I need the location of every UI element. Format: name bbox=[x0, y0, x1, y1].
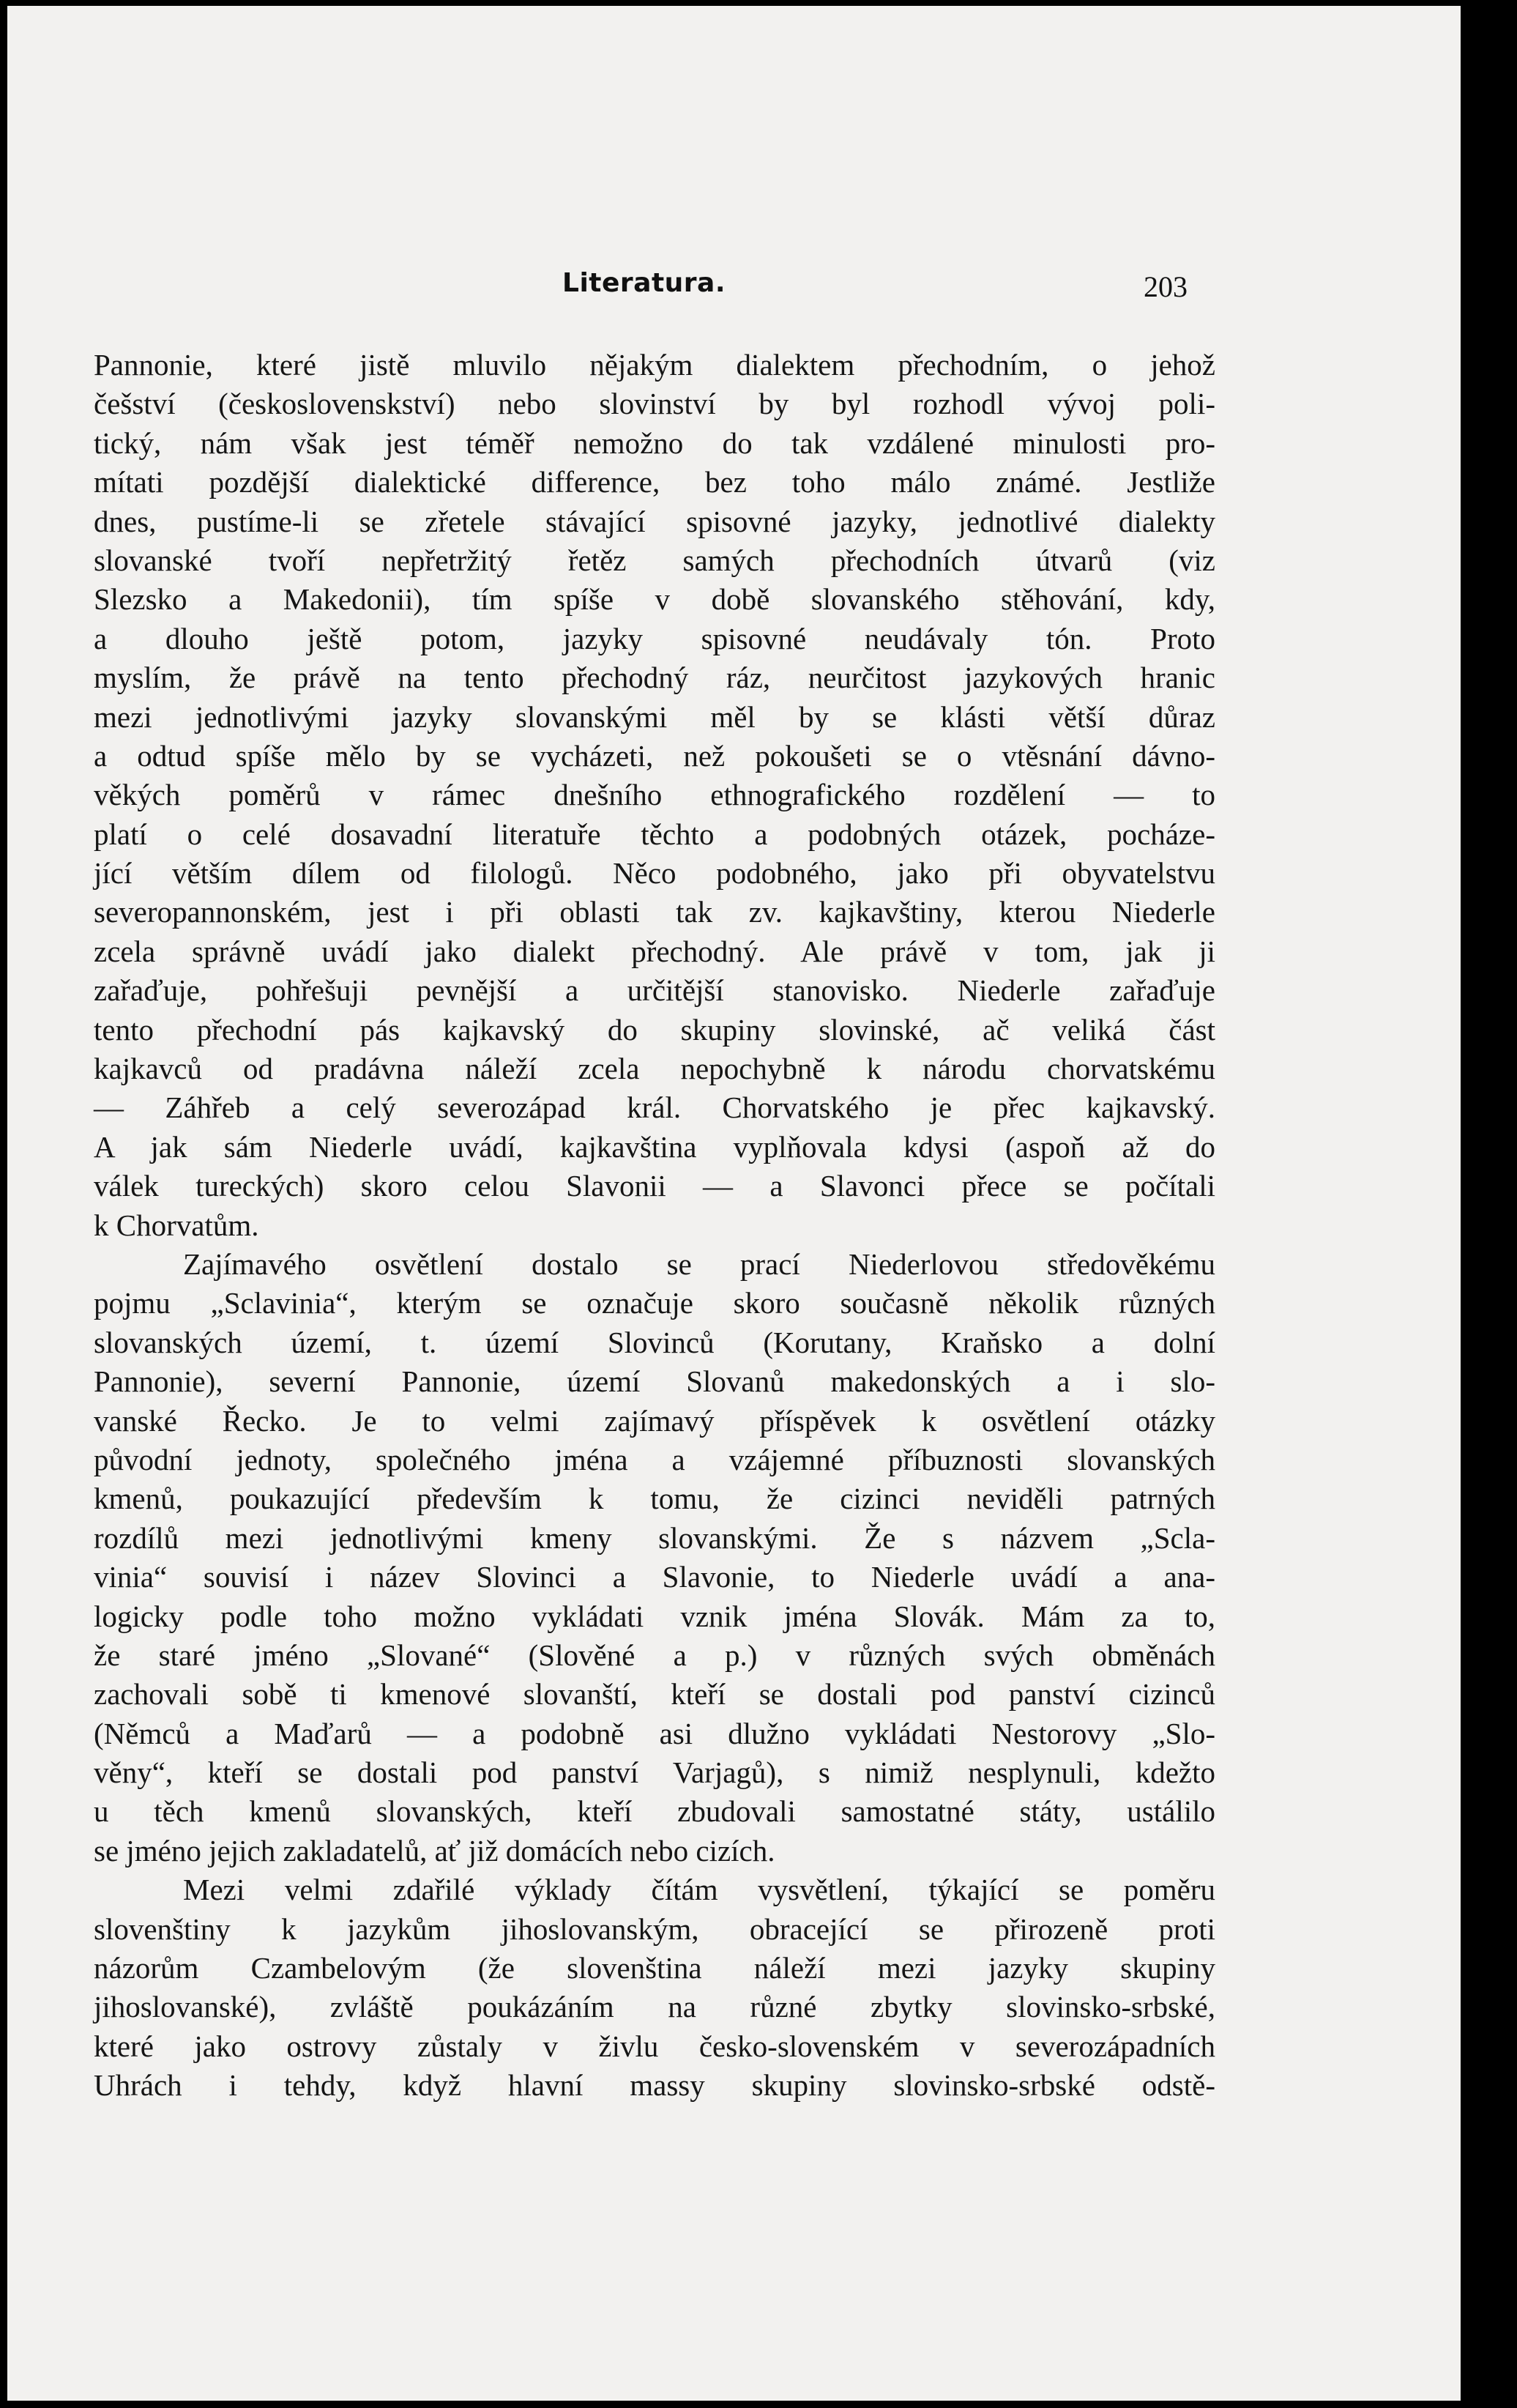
text-line: slovanské tvoří nepřetržitý řetěz samých přechodních útvarů (viz bbox=[94, 543, 1215, 577]
text-line: mítati pozdější dialektické difference, bez toho málo známé. Jestliže bbox=[94, 465, 1215, 499]
text-line: názorům Czambelovým (že slovenština náleží mezi jazyky skupiny bbox=[94, 1951, 1215, 1985]
text-line: vanské Řecko. Je to velmi zajímavý příspěvek k osvětlení otázky bbox=[94, 1403, 1215, 1438]
text-line: kajkavců od pradávna náleží zcela nepochybně k národu chorvatskému bbox=[94, 1052, 1215, 1086]
text-line: původní jednoty, společného jména a vzájemné příbuznosti slovanských bbox=[94, 1442, 1215, 1476]
text-line: a odtud spíše mělo by se vycházeti, než pokoušeti se o vtěsnání dávno- bbox=[94, 738, 1215, 773]
text-line: věny“, kteří se dostali pod panství Varjagů), s nimiž nesplynuli, kdežto bbox=[94, 1755, 1215, 1790]
text-line: severopannonském, jest i při oblasti tak zv. kajkavštiny, kterou Niederle bbox=[94, 895, 1215, 929]
text-line: Uhrách i tehdy, když hlavní massy skupiny slovinsko-srbské odstě- bbox=[94, 2068, 1215, 2103]
text-line: zařaďuje, pohřešuji pevnější a určitější stanovisko. Niederle zařaďuje bbox=[94, 973, 1215, 1008]
text-line: které jako ostrovy zůstaly v živlu česko-slovenském v severozápadních bbox=[94, 2029, 1215, 2063]
text-line: mezi jednotlivými jazyky slovanskými měl by se klásti větší důraz bbox=[94, 699, 1215, 734]
text-line: slovanských území, t. území Slovinců (Korutany, Kraňsko a dolní bbox=[94, 1325, 1215, 1359]
text-line: logicky podle toho možno vykládati vznik jména Slovák. Mám za to, bbox=[94, 1599, 1215, 1633]
book-page bbox=[7, 6, 1461, 2401]
text-line: — Záhřeb a celý severozápad král. Chorvatského je přec kajkavský. bbox=[94, 1090, 1215, 1125]
text-line: válek tureckých) skoro celou Slavonii — a Slavonci přece se počítali bbox=[94, 1169, 1215, 1203]
text-line: a dlouho ještě potom, jazyky spisovné neudávaly tón. Proto bbox=[94, 621, 1215, 655]
text-line: dnes, pustíme-li se zřetele stávající spisovné jazyky, jednotlivé dialekty bbox=[94, 504, 1215, 538]
text-line: A jak sám Niederle uvádí, kajkavština vyplňovala kdysi (aspoň až do bbox=[94, 1129, 1215, 1164]
page-number: 203 bbox=[1144, 270, 1188, 303]
text-line: Pannonie), severní Pannonie, území Slovanů makedonských a i slo- bbox=[94, 1364, 1215, 1399]
text-line: myslím, že právě na tento přechodný ráz, neurčitost jazykových hranic bbox=[94, 661, 1215, 695]
text-line: kmenů, poukazující především k tomu, že cizinci neviděli patrných bbox=[94, 1482, 1215, 1516]
text-line: se jméno jejich zakladatelů, ať již domácích nebo cizích. bbox=[94, 1833, 775, 1868]
text-line: zcela správně uvádí jako dialekt přechodný. Ale právě v tom, jak ji bbox=[94, 934, 1215, 968]
running-head: Literatura. bbox=[562, 268, 726, 298]
text-line: platí o celé dosavadní literatuře těchto a podobných otázek, pocháze- bbox=[94, 817, 1215, 851]
text-line: Pannonie, které jistě mluvilo nějakým dialektem přechodním, o jehož bbox=[94, 348, 1215, 382]
text-line: že staré jméno „Slované“ (Slověné a p.) v různých svých obměnách bbox=[94, 1638, 1215, 1672]
body-text bbox=[94, 346, 1215, 2106]
text-line: tický, nám však jest téměř nemožno do tak vzdálené minulosti pro- bbox=[94, 426, 1215, 460]
text-line: Slezsko a Makedonii), tím spíše v době slovanského stěhování, kdy, bbox=[94, 582, 1215, 617]
text-line: vinia“ souvisí i název Slovinci a Slavonie, to Niederle uvádí a ana- bbox=[94, 1560, 1215, 1594]
text-line: (Němců a Maďarů — a podobně asi dlužno vykládati Nestorovy „Slo- bbox=[94, 1716, 1215, 1750]
text-line: Mezi velmi zdařilé výklady čítám vysvětlení, týkající se poměru bbox=[183, 1873, 1215, 1907]
text-line: rozdílů mezi jednotlivými kmeny slovanskými. Že s názvem „Scla- bbox=[94, 1520, 1215, 1555]
text-line: jihoslovanské), zvláště poukázáním na různé zbytky slovinsko-srbské, bbox=[94, 1990, 1215, 2024]
page-header bbox=[7, 268, 1461, 312]
text-line: zachovali sobě ti kmenové slovanští, kteří se dostali pod panství cizinců bbox=[94, 1677, 1215, 1712]
text-line: u těch kmenů slovanských, kteří zbudovali samostatné státy, ustálilo bbox=[94, 1794, 1215, 1829]
text-line: jící větším dílem od filologů. Něco podobného, jako při obyvatelstvu bbox=[94, 856, 1215, 891]
text-line: slovenštiny k jazykům jihoslovanským, obracející se přirozeně proti bbox=[94, 1911, 1215, 1946]
text-line: pojmu „Sclavinia“, kterým se označuje skoro současně několik různých bbox=[94, 1286, 1215, 1320]
text-line: tento přechodní pás kajkavský do skupiny slovinské, ač veliká část bbox=[94, 1012, 1215, 1047]
text-line: věkých poměrů v rámec dnešního ethnografického rozdělení — to bbox=[94, 778, 1215, 812]
text-line: k Chorvatům. bbox=[94, 1208, 259, 1242]
text-line: češství (československství) nebo slovinství by byl rozhodl vývoj poli- bbox=[94, 387, 1215, 421]
text-line: Zajímavého osvětlení dostalo se prací Niederlovou středověkému bbox=[183, 1246, 1215, 1281]
